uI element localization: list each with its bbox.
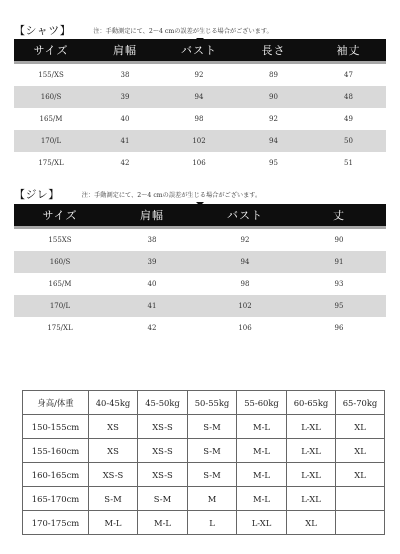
body-size-cell: XL [336, 463, 385, 487]
body-size-cell: M-L [89, 511, 138, 535]
shirt-row [14, 152, 386, 174]
body-size-cell: XS [89, 439, 138, 463]
body-size-header-cell: 身高/体重 [23, 391, 89, 415]
vest-cell: 96 [334, 324, 344, 332]
vest-header-cell: 肩幅 [106, 204, 198, 228]
body-size-cell: S-M [89, 487, 138, 511]
body-size-cell: 170-175cm [23, 511, 89, 535]
shirt-cell: 175/XL [38, 159, 64, 167]
vest-cell: 38 [147, 236, 157, 244]
body-size-cell: M [188, 487, 237, 511]
body-size-header-cell: 40-45kg [89, 391, 138, 415]
body-size-cell: XS-S [138, 415, 188, 439]
shirt-cell: 38 [120, 71, 130, 79]
shirt-cell: 98 [194, 115, 204, 123]
shirt-cell: 50 [311, 130, 386, 152]
shirt-cell: 170/L [14, 130, 88, 152]
shirt-cell: 48 [311, 86, 386, 108]
vest-cell: 42 [147, 324, 157, 332]
vest-cell: 165/M [48, 280, 72, 288]
shirt-cell: 47 [344, 71, 353, 79]
shirt-cell: 40 [120, 115, 130, 123]
shirt-cell: 49 [344, 115, 353, 123]
body-size-cell: L-XL [287, 487, 336, 511]
body-size-cell [336, 487, 385, 511]
body-size-cell: S-M [138, 487, 188, 511]
shirt-cell: 95 [269, 159, 278, 167]
body-size-cell: 150-155cm [23, 415, 89, 439]
vest-cell: 92 [240, 236, 250, 244]
body-size-cell: M-L [237, 487, 287, 511]
shirt-size-table [14, 39, 386, 174]
vest-note: 注：手動測定にて、2～4 cmの誤差が生じる場合がございます。 [81, 191, 262, 199]
shirt-note: 注：手動測定にて、2～4 cmの誤差が生じる場合がございます。 [93, 27, 273, 35]
shirt-header-row [14, 39, 386, 63]
body-size-cell: 165-170cm [23, 487, 89, 511]
shirt-cell: 39 [88, 86, 162, 108]
shirt-header-cell: 肩幅 [88, 39, 162, 63]
shirt-section-header [14, 22, 273, 38]
body-size-cell: XL [336, 415, 385, 439]
body-size-header-cell: 60-65kg [287, 391, 336, 415]
shirt-cell: 92 [194, 71, 204, 79]
body-size-row [23, 463, 385, 487]
vest-row [14, 251, 386, 273]
body-size-cell: L-XL [287, 463, 336, 487]
vest-cell: 41 [106, 295, 198, 317]
vest-cell: 155XS [48, 236, 72, 244]
body-size-cell: M-L [237, 439, 287, 463]
shirt-cell: 94 [236, 130, 311, 152]
body-size-cell: 155-160cm [23, 439, 89, 463]
body-size-table [22, 390, 385, 535]
vest-header-cell: 丈 [292, 204, 386, 228]
vest-cell: 90 [334, 236, 344, 244]
shirt-row [14, 130, 386, 152]
body-size-header-cell: 45-50kg [138, 391, 188, 415]
body-size-row [23, 511, 385, 535]
body-size-row [23, 415, 385, 439]
shirt-header-cell: 袖丈 [311, 39, 386, 63]
shirt-cell: 102 [162, 130, 236, 152]
vest-cell: 102 [198, 295, 292, 317]
body-size-cell: 160-165cm [23, 463, 89, 487]
body-size-row [23, 439, 385, 463]
shirt-cell: 106 [192, 159, 206, 167]
body-size-cell: S-M [188, 463, 237, 487]
shirt-title: 【シャツ】 [14, 24, 72, 37]
body-size-cell: S-M [188, 415, 237, 439]
vest-cell: 95 [292, 295, 386, 317]
body-size-cell: L-XL [287, 439, 336, 463]
body-size-cell: M-L [237, 415, 287, 439]
body-size-cell: XL [287, 511, 336, 535]
shirt-header-cell: バスト [162, 39, 236, 63]
body-size-cell: L-XL [287, 415, 336, 439]
shirt-row [14, 108, 386, 130]
shirt-header-cell: 長さ [236, 39, 311, 63]
shirt-cell: 92 [269, 115, 278, 123]
vest-row [14, 228, 386, 252]
shirt-cell: 155/XS [38, 71, 64, 79]
body-size-cell: L [188, 511, 237, 535]
vest-cell: 91 [292, 251, 386, 273]
shirt-cell: 89 [269, 71, 278, 79]
body-size-cell: L-XL [237, 511, 287, 535]
vest-row [14, 317, 386, 339]
body-size-cell: XS-S [138, 463, 188, 487]
vest-cell: 40 [147, 280, 157, 288]
body-size-cell: XS-S [89, 463, 138, 487]
vest-cell: 93 [334, 280, 344, 288]
body-size-cell: M-L [138, 511, 188, 535]
shirt-cell: 94 [162, 86, 236, 108]
vest-header-cell: バスト [198, 204, 292, 228]
shirt-cell: 90 [236, 86, 311, 108]
shirt-cell: 51 [344, 159, 353, 167]
shirt-cell: 165/M [39, 115, 63, 123]
shirt-cell: 160/S [14, 86, 88, 108]
body-size-header-cell: 50-55kg [188, 391, 237, 415]
vest-cell: 175/XL [47, 324, 73, 332]
shirt-cell: 42 [120, 159, 130, 167]
shirt-row [14, 63, 386, 87]
body-size-cell: M-L [237, 463, 287, 487]
shirt-cell: 41 [88, 130, 162, 152]
vest-cell: 39 [106, 251, 198, 273]
vest-cell: 94 [198, 251, 292, 273]
vest-cell: 98 [240, 280, 250, 288]
body-size-cell [336, 511, 385, 535]
shirt-row [14, 86, 386, 108]
vest-cell: 170/L [14, 295, 106, 317]
body-size-cell: S-M [188, 439, 237, 463]
vest-section-header [14, 186, 261, 202]
vest-cell: 160/S [14, 251, 106, 273]
vest-row [14, 273, 386, 295]
vest-cell: 106 [238, 324, 252, 332]
body-size-header-cell: 65-70kg [336, 391, 385, 415]
body-size-header-cell: 55-60kg [237, 391, 287, 415]
vest-header-row [14, 204, 386, 228]
vest-row [14, 295, 386, 317]
body-size-header-row [23, 391, 385, 415]
vest-header-cell: サイズ [14, 204, 106, 228]
body-size-row [23, 487, 385, 511]
body-size-cell: XS-S [138, 439, 188, 463]
vest-title: 【ジレ】 [14, 188, 60, 201]
shirt-header-cell: サイズ [14, 39, 88, 63]
body-size-cell: XS [89, 415, 138, 439]
body-size-cell: XL [336, 439, 385, 463]
vest-size-table [14, 204, 386, 339]
